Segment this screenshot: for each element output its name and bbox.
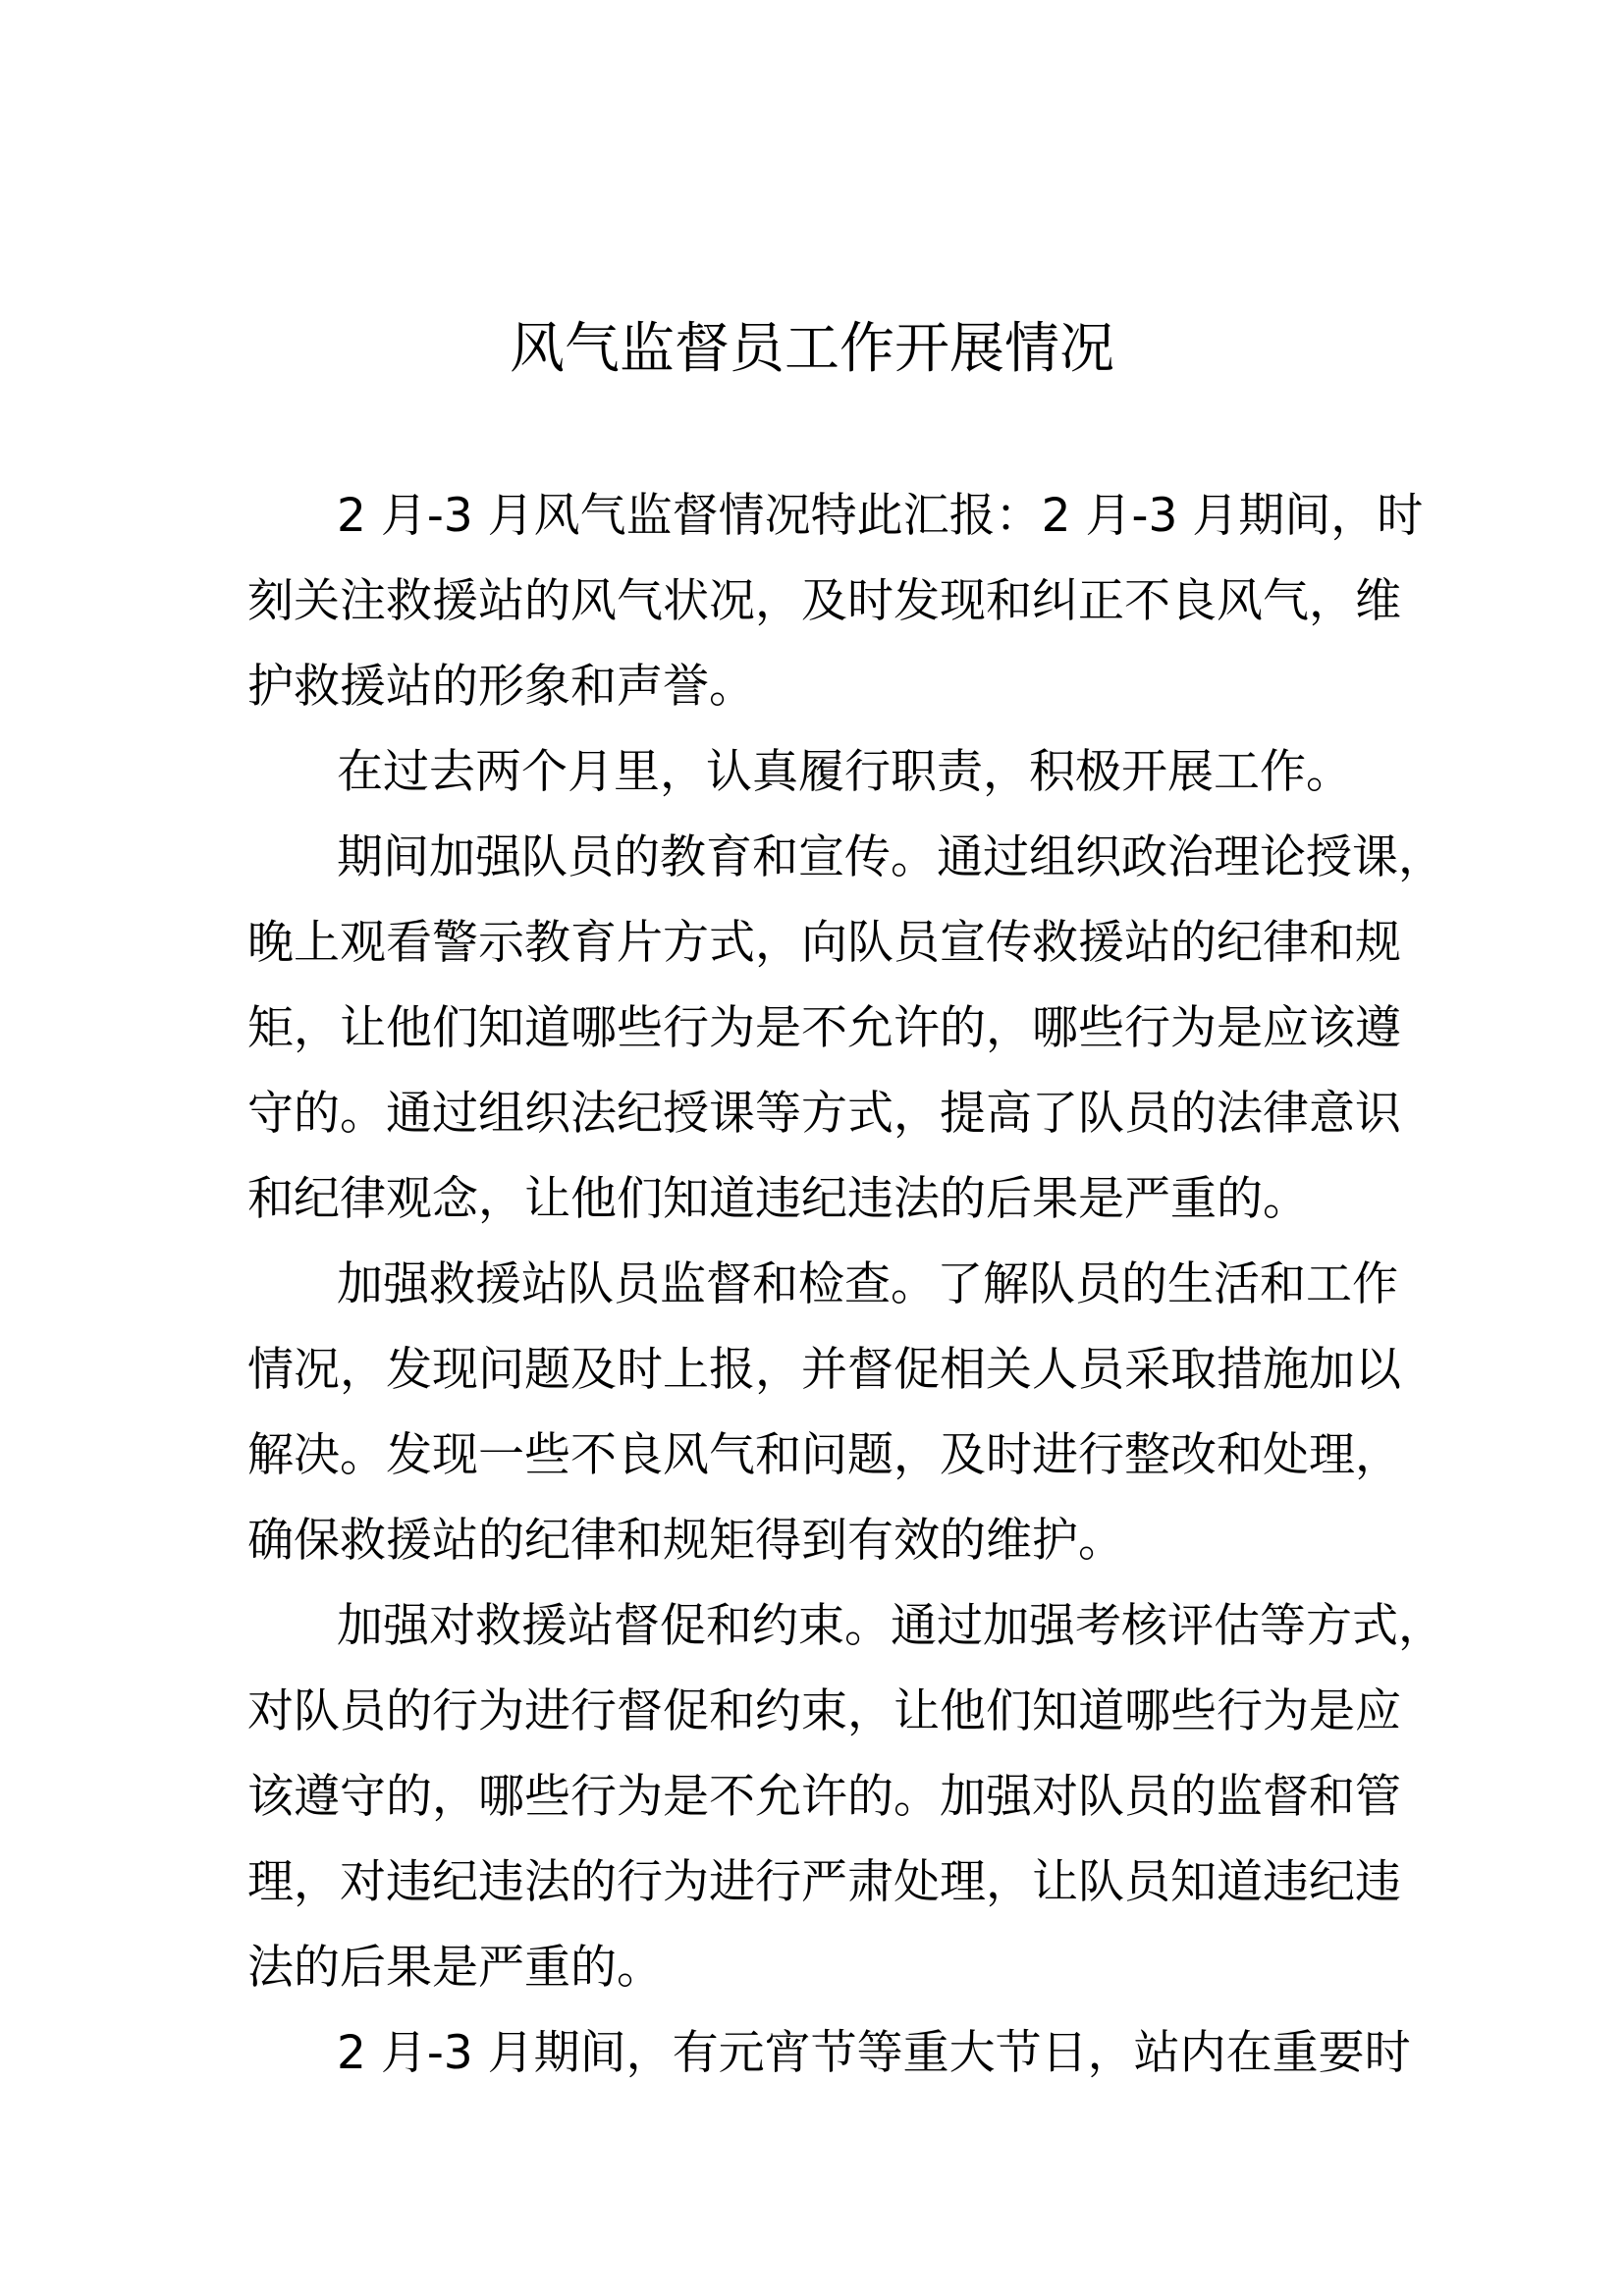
text-line: 和纪律观念，让他们知道违纪违法的后果是严重的。 [247, 1172, 1309, 1226]
paragraph [247, 473, 1424, 729]
text-line: 刻关注救援站的风气状况，及时发现和纠正不良风气，维 [247, 574, 1401, 628]
text-line: 守的。通过组织法纪授课等方式，提高了队员的法律意识 [247, 1087, 1401, 1141]
paragraph [247, 815, 1444, 1242]
text-line: 加强救援站队员监督和检查。了解队员的生活和工作 [337, 1257, 1398, 1311]
paragraph [247, 2010, 1411, 2096]
paragraph [247, 1583, 1444, 2010]
document-body [247, 473, 1444, 2096]
text-line: 该遵守的，哪些行为是不允许的。加强对队员的监督和管 [247, 1770, 1401, 1824]
text-line: 理，对违纪违法的行为进行严肃处理，让队员知道违纪违 [247, 1855, 1401, 1909]
document-title: 风气监督员工作开展情况 [510, 317, 1114, 381]
text-line: 法的后果是严重的。 [247, 1941, 663, 1995]
paragraph [247, 1242, 1401, 1583]
text-line: 解决。发现一些不良风气和问题，及时进行整改和处理， [247, 1428, 1401, 1482]
text-line: 期间加强队员的教育和宣传。通过组织政治理论授课， [337, 830, 1444, 884]
text-line: 确保救援站的纪律和规矩得到有效的维护。 [247, 1514, 1124, 1568]
paragraph [247, 729, 1386, 815]
text-line: 2 月-3 月期间，有元宵节等重大节日，站内在重要时 [337, 2026, 1411, 2080]
text-line: 护救援站的形象和声誉。 [247, 660, 755, 714]
text-line: 情况，发现问题及时上报，并督促相关人员采取措施加以 [247, 1343, 1401, 1397]
text-line: 对队员的行为进行督促和约束，让他们知道哪些行为是应 [247, 1684, 1401, 1738]
text-line: 加强对救援站督促和约束。通过加强考核评估等方式， [337, 1599, 1444, 1653]
text-line: 2 月-3 月风气监督情况特此汇报：2 月-3 月期间，时 [337, 489, 1424, 543]
text-line: 在过去两个月里，认真履行职责，积极开展工作。 [337, 745, 1352, 799]
text-line: 晚上观看警示教育片方式，向队员宣传救援站的纪律和规 [247, 916, 1401, 970]
text-line: 矩，让他们知道哪些行为是不允许的，哪些行为是应该遵 [247, 1001, 1401, 1055]
